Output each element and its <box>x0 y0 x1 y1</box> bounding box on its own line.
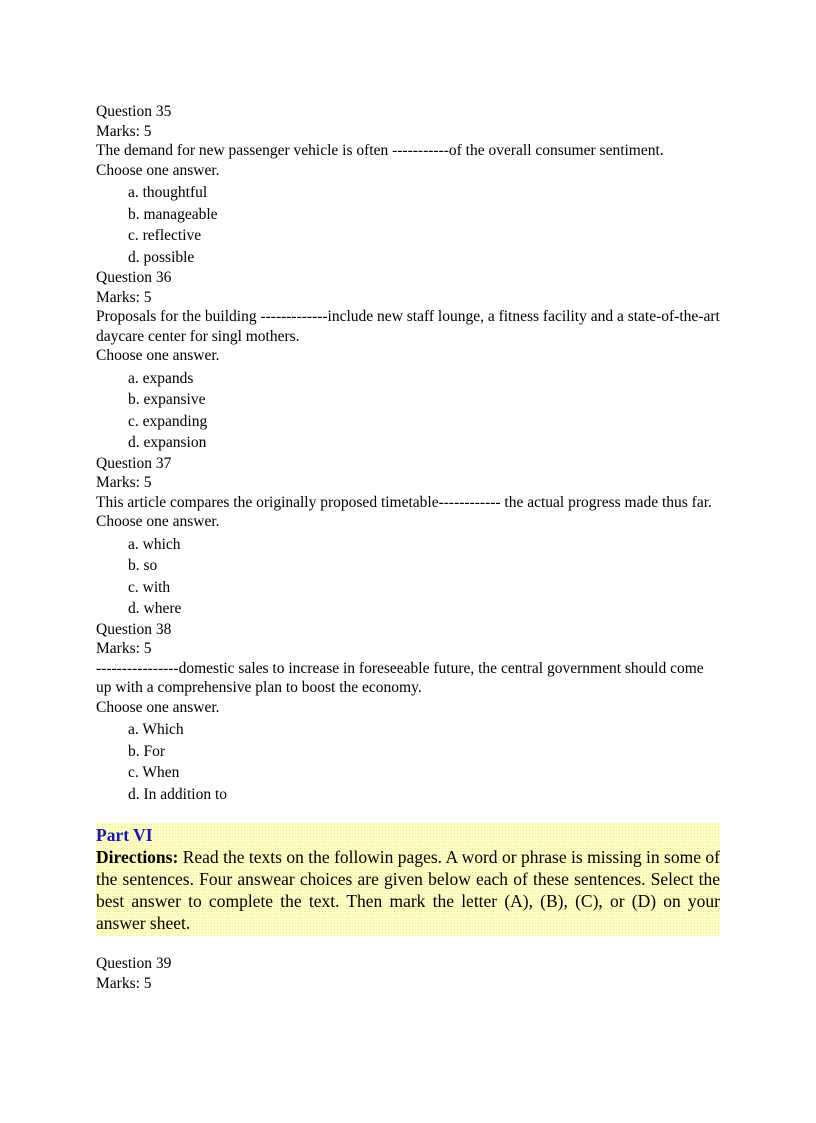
question-number: Question 36 <box>96 269 172 286</box>
question-block <box>96 954 720 993</box>
question-marks: Marks: 5 <box>96 288 152 306</box>
answer-options <box>96 534 720 620</box>
question-text: This article compares the originally proposed timetable------------ the actual progress made thus far. <box>96 493 712 511</box>
answer-prompt: Choose one answer. <box>96 161 220 179</box>
answer-option[interactable]: a. Which <box>128 721 184 738</box>
question-marks: Marks: 5 <box>96 974 152 992</box>
answer-option[interactable]: d. In addition to <box>128 785 228 803</box>
directions-label: Directions: <box>96 847 179 867</box>
answer-prompt: Choose one answer. <box>96 513 220 530</box>
question-block <box>96 620 720 806</box>
directions-paragraph <box>96 846 720 934</box>
answer-prompt: Choose one answer. <box>96 347 220 364</box>
answer-option[interactable]: a. which <box>128 535 181 553</box>
question-block <box>96 102 720 268</box>
question-marks: Marks: 5 <box>96 640 152 657</box>
answer-option[interactable]: b. For <box>128 742 166 760</box>
question-block <box>96 268 720 454</box>
answer-option[interactable]: d. expansion <box>128 434 207 451</box>
question-block <box>96 454 720 620</box>
question-text: The demand for new passenger vehicle is often -----------of the overall consumer sentiment. <box>96 142 664 159</box>
answer-option[interactable]: c. When <box>128 764 180 781</box>
question-text: ----------------domestic sales to increase in foreseeable future, the central government should come up with a comprehensive plan to boost the economy. <box>96 659 704 696</box>
question-number: Question 39 <box>96 955 172 972</box>
answer-option[interactable]: c. with <box>128 578 171 596</box>
answer-prompt: Choose one answer. <box>96 698 220 716</box>
answer-option[interactable]: b. expansive <box>128 391 206 408</box>
question-number: Question 35 <box>96 103 172 120</box>
answer-option[interactable]: c. reflective <box>128 227 202 244</box>
document-content <box>96 102 720 993</box>
answer-option[interactable]: b. manageable <box>128 205 218 223</box>
question-text: Proposals for the building -------------include new staff lounge, a fitness facility and a state-of-the-art daycare center for singl mothers. <box>96 308 720 345</box>
answer-options <box>96 719 720 805</box>
part-directions-box <box>96 823 720 936</box>
question-number: Question 37 <box>96 454 172 472</box>
directions-text: Read the texts on the followin pages. A word or phrase is missing in some of the sentences. Four answear choices are given below each of these sentences. Select the best answer to complete the text. Then mark the letter (A), (B), (C), or (D) on your answer sheet. <box>96 847 720 933</box>
question-number: Question 38 <box>96 620 172 638</box>
answer-option[interactable]: c. expanding <box>128 412 208 430</box>
answer-option[interactable]: d. where <box>128 600 182 617</box>
part-title: Part VI <box>96 825 153 845</box>
answer-options <box>96 182 720 268</box>
answer-options <box>96 368 720 454</box>
question-marks: Marks: 5 <box>96 474 152 491</box>
answer-option[interactable]: a. thoughtful <box>128 184 208 201</box>
answer-option[interactable]: a. expands <box>128 369 194 387</box>
answer-option[interactable]: b. so <box>128 557 158 574</box>
question-marks: Marks: 5 <box>96 122 152 140</box>
answer-option[interactable]: d. possible <box>128 248 195 266</box>
